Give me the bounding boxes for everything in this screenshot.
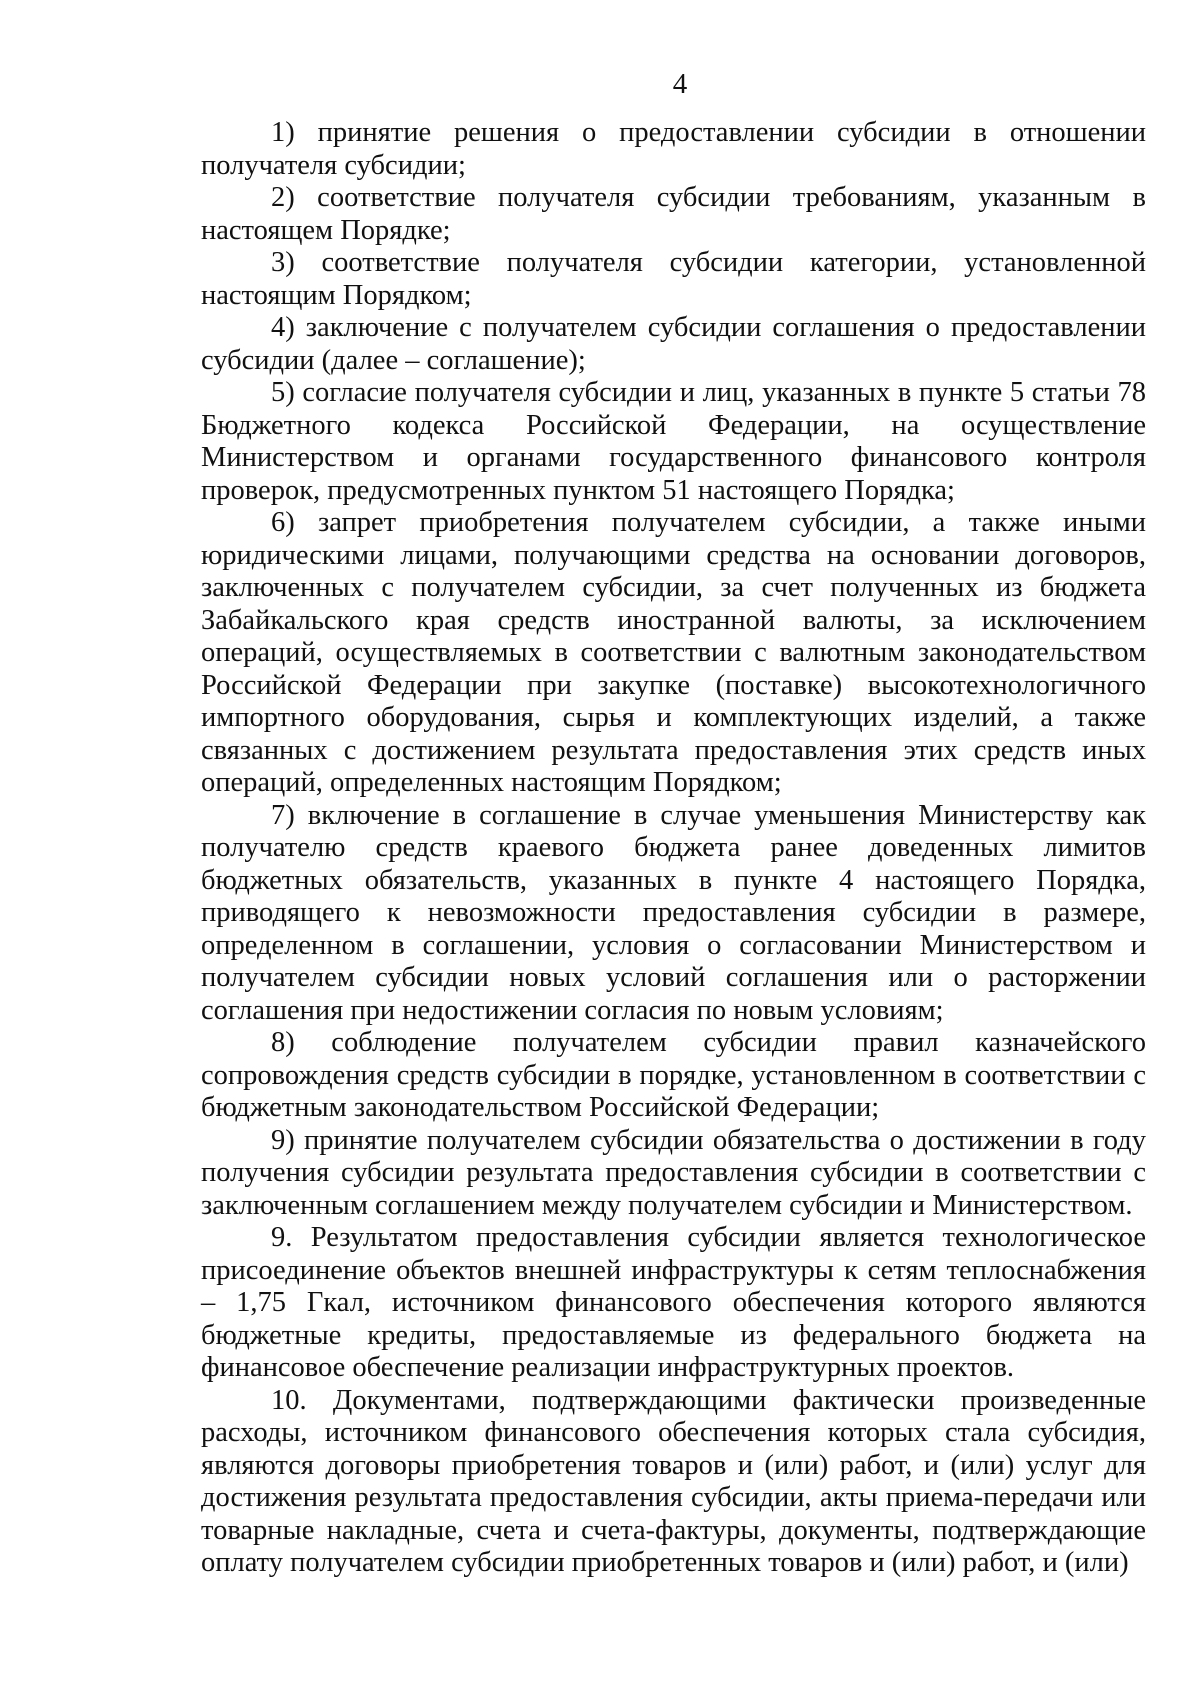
paragraph-clause-9: 9. Результатом предоставления субсидии является технологическое присоединение объектов внешней инфраструктуры к сетям теплоснабжения – 1,75 Гкал, источником финансового обеспечения которого являются бюджетные кредиты, предоставляемые из федерального бюджета на финансовое обеспечение реализации инфраструктурных проектов. xyxy=(201,1222,1146,1383)
paragraph-item-6: 6) запрет приобретения получателем субсидии, а также иными юридическими лицами, получающими средства на основании договоров, заключенных с получателем субсидии, за счет полученных из бюджета Забайкальского края средств иностранной валюты, за исключением операций, осуществляемых в соответствии с валютным законодательством Российской Федерации при закупке (поставке) высокотехнологичного импортного оборудования, сырья и комплектующих изделий, а также связанных с достижением результата предоставления этих средств иных операций, определенных настоящим Порядком; xyxy=(201,507,1146,798)
paragraph-item-1: 1) принятие решения о предоставлении субсидии в отношении получателя субсидии; xyxy=(201,117,1146,181)
page-number: 4 xyxy=(672,68,688,100)
paragraph-item-7: 7) включение в соглашение в случае уменьшения Министерству как получателю средств краевого бюджета ранее доведенных лимитов бюджетных обязательств, указанных в пункте 4 настоящего Порядка, приводящего к невозможности предоставления субсидии в размере, определенном в соглашении, условия о согласовании Министерством и получателем субсидии новых условий соглашения или о расторжении соглашения при недостижении согласия по новым условиям; xyxy=(201,799,1146,1026)
paragraph-item-5: 5) согласие получателя субсидии и лиц, указанных в пункте 5 статьи 78 Бюджетного кодекса Российской Федерации, на осуществление Министерством и органами государственного финансового контроля проверок, предусмотренных пунктом 51 настоящего Порядка; xyxy=(201,377,1146,506)
paragraph-item-3: 3) соответствие получателя субсидии категории, установленной настоящим Порядком; xyxy=(201,247,1146,311)
paragraph-item-9: 9) принятие получателем субсидии обязательства о достижении в году получения субсидии результата предоставления субсидии в соответствии с заключенным соглашением между получателем субсидии и Министерством. xyxy=(201,1124,1146,1221)
paragraph-item-4: 4) заключение с получателем субсидии соглашения о предоставлении субсидии (далее – соглашение); xyxy=(201,312,1146,376)
paragraph-item-2: 2) соответствие получателя субсидии требованиям, указанным в настоящем Порядке; xyxy=(201,182,1146,246)
paragraph-item-8: 8) соблюдение получателем субсидии правил казначейского сопровождения средств субсидии в порядке, установленном в соответствии с бюджетным законодательством Российской Федерации; xyxy=(201,1027,1146,1123)
paragraph-clause-10: 10. Документами, подтверждающими фактически произведенные расходы, источником финансового обеспечения которых стала субсидия, являются договоры приобретения товаров и (или) работ, и (или) услуг для достижения результата предоставления субсидии, акты приема-передачи или товарные накладные, счета и счета-фактуры, документы, подтверждающие оплату получателем субсидии приобретенных товаров и (или) работ, и (или) xyxy=(201,1384,1146,1578)
document-body xyxy=(201,117,1146,1580)
